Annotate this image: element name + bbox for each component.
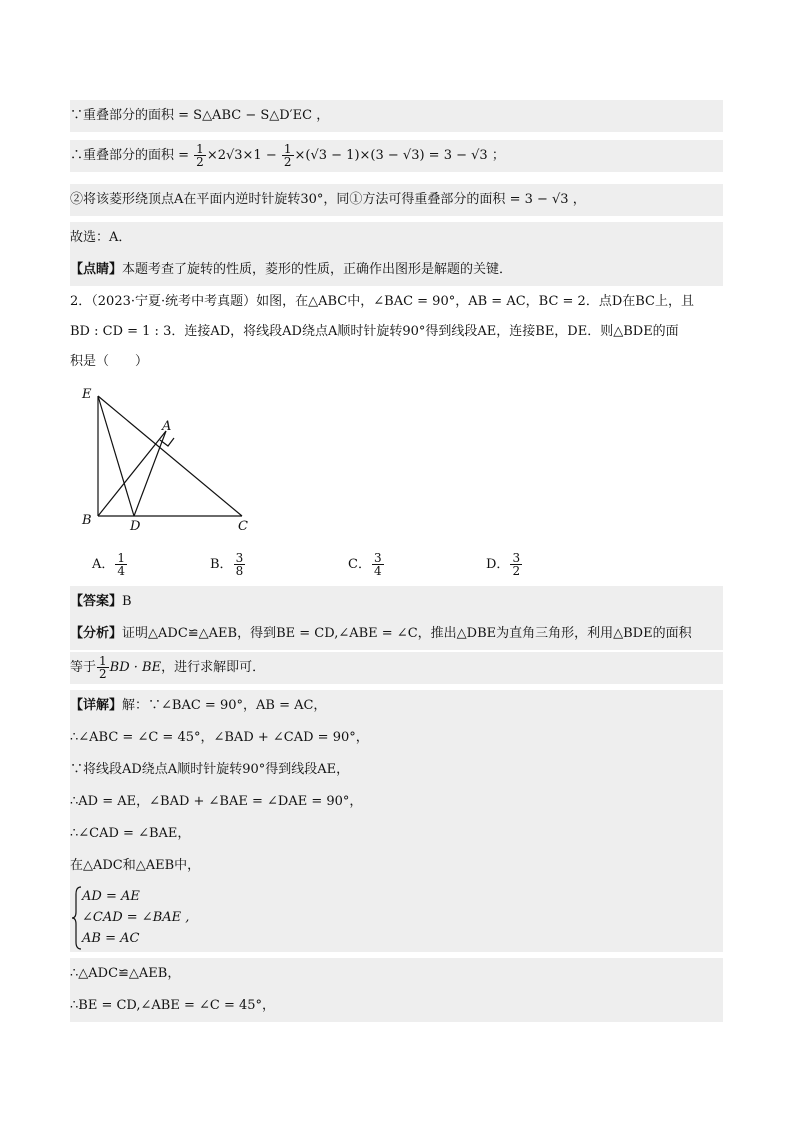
fraction-half: $\frac{1}{2}$ — [196, 142, 204, 169]
option-a[interactable]: A． $\frac{1}{4}$ — [92, 551, 126, 578]
l2-math-2: ×(√3 − 1)×(3 − √3) = 3 − √3 — [294, 148, 488, 163]
label-E: E — [82, 387, 92, 402]
analysis-math: BD · BE — [109, 660, 162, 675]
label-C: C — [238, 519, 248, 534]
equations — [82, 886, 189, 949]
pointer-tag: 【点睛】 — [70, 262, 123, 277]
detail-line-3: ∵将线段AD绕点A顺时针旋转90°得到线段AE， — [70, 754, 723, 786]
question-2-line-3: 积是（ ） — [70, 354, 149, 369]
analysis-suffix: ，进行求解即可． — [161, 660, 266, 675]
l2-suffix: ； — [487, 148, 505, 163]
detail-line-4: ∴AD = AE，∠BAD + ∠BAE = ∠DAE = 90°， — [70, 786, 723, 818]
pointer-text: 本题考查了旋转的性质，菱形的性质，正确作出图形是解题的关键． — [122, 262, 513, 277]
equation-system — [70, 880, 723, 952]
segment-ED — [98, 396, 134, 516]
equation-2: ∠CAD = ∠BAE , — [82, 910, 190, 925]
l2-math: ×2√3×1 − — [206, 148, 281, 163]
answer-tag: 【答案】 — [70, 594, 123, 609]
segment-EC — [98, 396, 242, 516]
answer-value: B — [122, 594, 132, 609]
answer-line — [70, 586, 723, 618]
triangle-figure — [78, 384, 258, 534]
equation-3: AB = AC — [82, 931, 140, 946]
detail-text: 解：∵∠BAC = 90°，AB = AC， — [122, 698, 327, 713]
detail-line-6: 在△ADC和△AEB中， — [70, 850, 723, 882]
analysis-line-2 — [70, 652, 723, 684]
fraction-half-3: $\frac{1}{2}$ — [99, 654, 107, 681]
analysis-line-1 — [70, 618, 723, 650]
right-angle-mark — [160, 438, 174, 446]
label-A: A — [162, 419, 172, 434]
option-c[interactable]: C． $\frac{3}{4}$ — [348, 551, 382, 578]
option-b[interactable]: B． $\frac{3}{8}$ — [210, 551, 244, 578]
detail-tag: 【详解】 — [70, 698, 123, 713]
pointer-line — [70, 254, 723, 286]
detail-line-5: ∴∠CAD = ∠BAE， — [70, 818, 723, 850]
segment-DA — [134, 431, 166, 516]
segment-BA — [98, 431, 166, 516]
label-B: B — [82, 513, 92, 528]
question-2-line-1: 2．（2023·宁夏·统考中考真题）如图，在△ABC中，∠BAC = 90°，AB = AC，BC = 2．点D在BC上，且 — [70, 294, 694, 309]
left-brace-icon — [72, 886, 82, 950]
solution-line-2 — [70, 140, 723, 172]
detail-line-8: ∴BE = CD,∠ABE = ∠C = 45°， — [70, 990, 723, 1022]
solution-line-1: ∵重叠部分的面积 = S△ABC − S△D′EC ， — [70, 100, 723, 132]
l2-prefix: ∴重叠部分的面积 = — [70, 148, 194, 163]
analysis-prefix: 等于 — [70, 660, 97, 675]
equation-1: AD = AE — [82, 889, 140, 904]
detail-line-7: ∴△ADC≌△AEB， — [70, 958, 723, 990]
question-2-line-2: BD : CD = 1 : 3．连接AD，将线段AD绕点A顺时针旋转90°得到线段AE，连接BE，DE．则△BDE的面 — [70, 324, 679, 339]
option-d[interactable]: D． $\frac{3}{2}$ — [486, 551, 521, 578]
label-D: D — [130, 519, 141, 534]
solution-line-3 — [70, 184, 723, 216]
fraction-half-2: $\frac{1}{2}$ — [283, 142, 292, 169]
detail-line-2: ∴∠ABC = ∠C = 45°，∠BAD + ∠CAD = 90°， — [70, 722, 723, 754]
l3-text: ②将该菱形绕顶点A在平面内逆时针旋转30°，同①方法可得重叠部分的面积 = 3 − √3 ， — [70, 192, 586, 207]
analysis-tag: 【分析】 — [70, 626, 123, 641]
analysis-text: 证明△ADC≌△AEB，得到BE = CD,∠ABE = ∠C，推出△DBE为直角三角形，利用△BDE的面积 — [122, 626, 692, 641]
solution-line-4: 故选：A． — [70, 222, 723, 254]
detail-line-1 — [70, 690, 723, 722]
